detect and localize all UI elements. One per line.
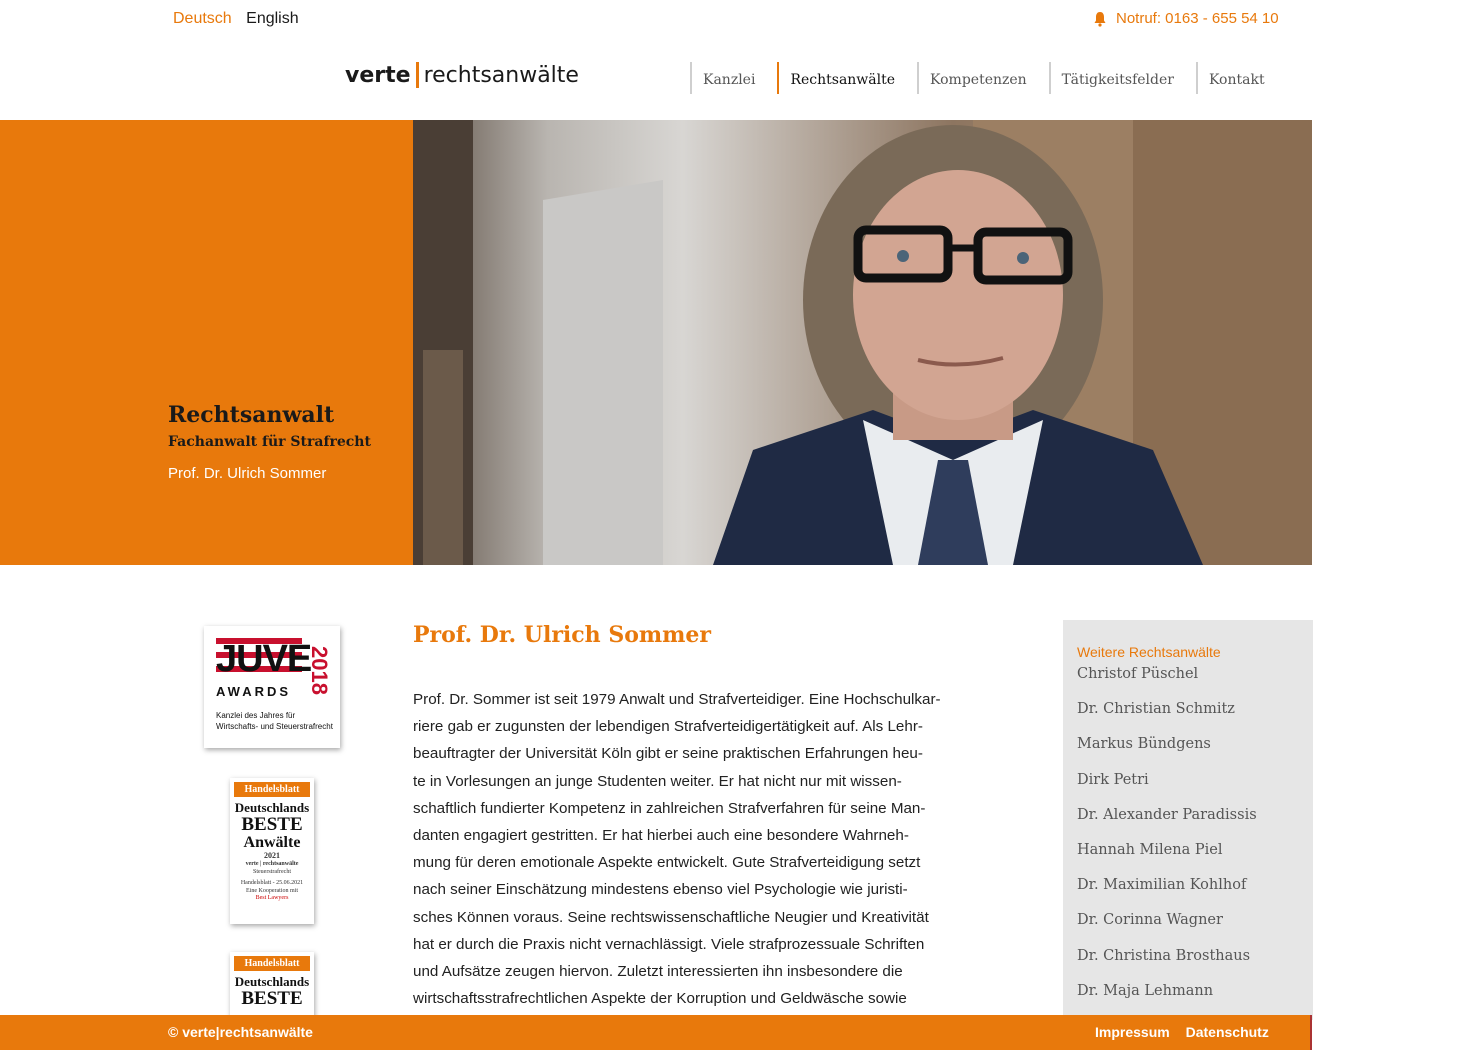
sidebar-lawyer-link[interactable]: Markus Bündgens	[1077, 736, 1211, 753]
nav-item-kanzlei[interactable]: Kanzlei	[690, 62, 766, 94]
sidebar-lawyer-link[interactable]: Dr. Christian Schmitz	[1077, 701, 1235, 718]
nav-item-kompetenzen[interactable]: Kompetenzen	[917, 62, 1038, 94]
article-body	[413, 686, 963, 1012]
lawyer-portrait-photo	[413, 120, 1312, 565]
other-lawyers-sidebar	[1063, 620, 1313, 1020]
sidebar-heading: Weitere Rechtsanwälte	[1077, 644, 1221, 660]
sidebar-lawyer-link[interactable]: Christof Püschel	[1077, 666, 1199, 682]
hero-name: Prof. Dr. Ulrich Sommer	[168, 465, 327, 482]
article-line: beauftragter der Universität Köln gibt er seine praktischen Erfahrungen heu-	[413, 745, 923, 763]
article-title: Prof. Dr. Ulrich Sommer	[413, 622, 712, 648]
article-line: Prof. Dr. Sommer ist seit 1979 Anwalt und Strafverteidiger. Eine Hochschulkar-	[413, 691, 941, 708]
sidebar-lawyer-link[interactable]: Dr. Maximilian Kohlhof	[1077, 877, 1247, 894]
footer-impressum-link[interactable]: Impressum	[1095, 1024, 1170, 1040]
logo-divider	[416, 62, 419, 88]
sidebar-lawyer-link[interactable]: Dirk Petri	[1077, 771, 1149, 788]
article-line: mung für deren emotionale Aspekte entwickelt. Gute Strafverteidigung setzt	[413, 854, 921, 872]
footer-links	[1095, 1024, 1281, 1040]
sidebar-lawyer-link[interactable]: Hannah Milena Piel	[1077, 841, 1223, 858]
handelsblatt-line-2: BESTE	[241, 814, 303, 835]
portrait-illustration	[413, 120, 1312, 565]
juve-text-1: Kanzlei des Jahres für	[216, 711, 296, 720]
sidebar-lawyer-link[interactable]: Dr. Alexander Paradissis	[1077, 806, 1257, 823]
juve-award-badge	[204, 626, 340, 748]
sidebar-lawyer-link[interactable]: Dr. Christina Brosthaus	[1077, 947, 1251, 964]
article-line: te in Vorlesungen an junge Studenten weiter. Er hat nicht nur mit wissen-	[413, 772, 902, 790]
nav-item-kontakt[interactable]: Kontakt	[1196, 62, 1276, 94]
article-line: und Aufsätze zeugen hiervon. Zuletzt interessierten ihn insbesondere die	[413, 963, 903, 981]
hero-title: Rechtsanwalt	[168, 402, 335, 428]
handelsblatt-firm: verte | rechtsanwälte	[245, 861, 299, 867]
article-line: danten engagiert gestritten. Er hat hierbei auch eine besondere Wahrneh-	[413, 827, 909, 845]
juve-awards-label: AWARDS	[216, 684, 292, 699]
handelsblatt-line-1: Deutschlands	[234, 800, 310, 815]
juve-text-2: Wirtschafts- und Steuerstrafrecht	[216, 722, 333, 731]
handelsblatt-line-2-2: BESTE	[241, 988, 303, 1009]
handelsblatt-year: 2021	[264, 851, 280, 860]
bell-icon	[1092, 11, 1108, 27]
handelsblatt-field: Steuerstrafrecht	[253, 869, 291, 875]
handelsblatt-date: Handelsblatt - 25.06.2021	[240, 880, 304, 886]
language-switch	[173, 10, 309, 28]
article-line: wirtschaftsstrafrechtlichen Aspekte der Korruption und Geldwäsche sowie	[413, 990, 907, 1008]
sidebar-lawyer-link[interactable]: Dr. Maja Lehmann	[1077, 982, 1214, 999]
emergency-phone-text: Notruf: 0163 - 655 54 10	[1116, 10, 1279, 27]
nav-item-rechtsanwaelte[interactable]: Rechtsanwälte	[777, 62, 906, 94]
emergency-phone[interactable]	[1092, 10, 1279, 27]
site-logo[interactable]	[345, 62, 579, 88]
handelsblatt-brand: Handelsblatt	[234, 782, 310, 797]
sidebar-lawyer-link[interactable]: Dr. Corinna Wagner	[1077, 912, 1223, 929]
hero-orange-panel	[0, 120, 413, 565]
handelsblatt-award-badge	[230, 778, 314, 924]
footer-copyright: © verte|rechtsanwälte	[168, 1024, 313, 1040]
article-line: riere gab er zugunsten der lebendigen Strafverteidigertätigkeit auf. Als Lehr-	[413, 718, 923, 736]
article-line: nach seiner Einschätzung mindestens ebenso viel Psychologie wie juristi-	[413, 881, 908, 899]
site-footer	[0, 1015, 1312, 1050]
footer-datenschutz-link[interactable]: Datenschutz	[1185, 1024, 1269, 1040]
logo-light-text: rechtsanwälte	[423, 62, 579, 88]
juve-brand: JUVE	[216, 638, 312, 680]
handelsblatt-award-badge-2	[230, 952, 314, 1022]
handelsblatt-partner: Best Lawyers	[255, 895, 289, 901]
main-nav	[690, 62, 1287, 94]
nav-item-taetigkeitsfelder[interactable]: Tätigkeitsfelder	[1049, 62, 1185, 94]
hero-subtitle: Fachanwalt für Strafrecht	[168, 434, 371, 450]
article-line: schaftlich fundierter Kompetenz in zahlreichen Strafverfahren für seine Man-	[413, 799, 926, 817]
handelsblatt-coop: Eine Kooperation mit	[246, 888, 298, 894]
handelsblatt-line-1-2: Deutschlands	[234, 974, 310, 989]
lang-deutsch-link[interactable]: Deutsch	[173, 10, 232, 27]
handelsblatt-brand-2: Handelsblatt	[234, 956, 310, 971]
handelsblatt-line-3: Anwälte	[243, 834, 301, 851]
logo-bold-text: verte	[345, 62, 411, 88]
lang-english-link[interactable]: English	[246, 10, 299, 27]
juve-year: 2018	[307, 646, 332, 695]
article-line: hat er durch die Praxis nicht vernachlässigt. Viele strafprozessuale Schriften	[413, 935, 925, 953]
article-line: sches Können voraus. Seine rechtswissenschaftliche Neugier und Kreativität	[413, 908, 929, 926]
